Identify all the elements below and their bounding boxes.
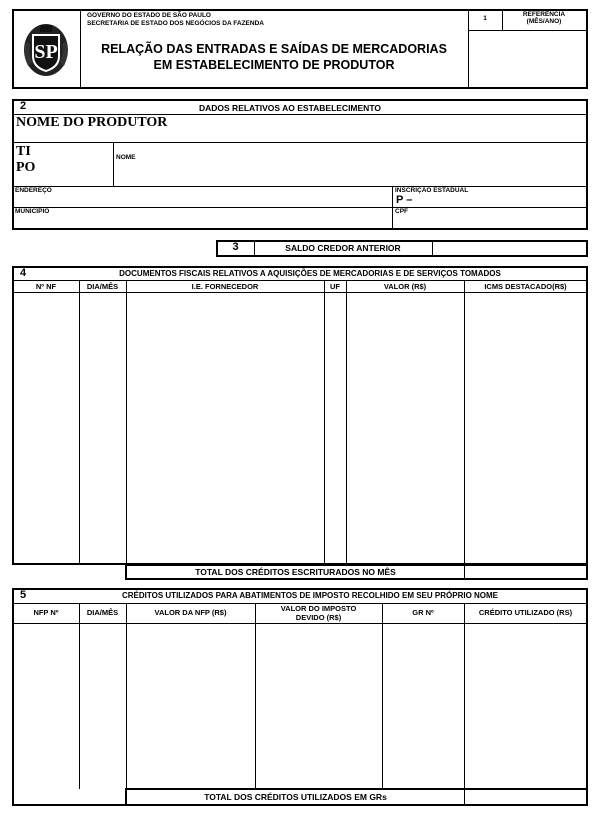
s5-col-header-gr: GR Nº	[412, 608, 434, 617]
section4-title: DOCUMENTOS FISCAIS RELATIVOS A AQUISIÇÕES DE MERCADORIAS E DE SERVIÇOS TOMADOS	[119, 269, 501, 278]
secretariat-name: SECRETARIA DE ESTADO DOS NEGÓCIOS DA FAZENDA	[87, 20, 264, 27]
s5-col-header-imposto-line1: VALOR DO IMPOSTO	[280, 604, 357, 613]
saldo-credor-anterior-field[interactable]	[434, 242, 586, 255]
s4-col-header-ie-fornecedor: I.E. FORNECEDOR	[191, 282, 259, 291]
section4-colhead-line	[13, 292, 587, 293]
endereco-label: ENDEREÇO	[15, 187, 52, 194]
tipo-label-line1: TI	[16, 144, 31, 159]
s4-col-header-uf: UF	[330, 282, 340, 291]
section4-number: 4	[20, 267, 27, 279]
tipo-label-line2: PO	[16, 160, 36, 175]
form-title-line2: EM ESTABELECIMENTO DE PRODUTOR	[153, 58, 395, 72]
nome-field[interactable]	[114, 163, 586, 185]
s4-table-body[interactable]	[13, 294, 587, 564]
s5-total-divider	[464, 789, 465, 805]
s5-col-header-valor-nfp: VALOR DA NFP (R$)	[154, 608, 227, 617]
s5-col-header-credito: CRÉDITO UTILIZADO (RS)	[478, 608, 573, 617]
section5-number: 5	[20, 589, 27, 601]
reference-month-year-field[interactable]	[470, 32, 586, 86]
s5-total-label: TOTAL DOS CRÉDITOS UTILIZADOS EM GRs	[204, 792, 387, 802]
producer-name-label: NOME DO PRODUTOR	[16, 115, 168, 130]
endereco-field[interactable]	[14, 195, 390, 207]
municipio-field[interactable]	[14, 216, 390, 228]
municipio-label: MUNICÍPIO	[15, 208, 50, 215]
s5-col-header-nfp: NFP Nº	[33, 608, 59, 617]
s5-col-header-imposto-line2: DEVIDO (R$)	[295, 613, 342, 622]
section3-value-divider	[432, 241, 433, 256]
nome-label: NOME	[116, 154, 136, 161]
s4-col-header-icms: ICMS DESTACADO(R$)	[484, 282, 567, 291]
cpf-label: CPF	[395, 208, 408, 215]
inscricao-estadual-label: INSCRIÇÃO ESTADUAL	[395, 187, 469, 194]
s4-col-header-dia-mes: DIA/MÊS	[86, 282, 119, 291]
section5-colhead-line	[13, 623, 587, 624]
cpf-field[interactable]	[394, 216, 586, 228]
government-name: GOVERNO DO ESTADO DE SÃO PAULO	[87, 12, 211, 19]
section3-title: SALDO CREDOR ANTERIOR	[285, 243, 401, 253]
s4-total-divider	[464, 565, 465, 579]
s4-total-label: TOTAL DOS CRÉDITOS ESCRITURADOS NO MÊS	[195, 567, 396, 577]
section3-number: 3	[232, 241, 239, 253]
section2-number: 2	[20, 100, 27, 112]
producer-name-line	[13, 142, 587, 143]
form-title-line1: RELAÇÃO DAS ENTRADAS E SAÍDAS DE MERCADORIAS	[101, 42, 447, 56]
sao-paulo-coat-of-arms-icon	[22, 22, 70, 78]
nome-line	[13, 186, 587, 187]
section4-header-line	[13, 280, 587, 281]
inscricao-estadual-value[interactable]: P –	[396, 194, 413, 206]
endereco-line	[13, 207, 587, 208]
s4-col-header-nf: Nº NF	[35, 282, 57, 291]
s5-table-body[interactable]	[13, 625, 587, 788]
svg-text:SP: SP	[34, 41, 58, 63]
s4-total-value-field[interactable]	[466, 566, 586, 578]
header-ref-underline	[468, 30, 586, 31]
reference-label-line2: (MÊS/ANO)	[526, 18, 562, 25]
box-number-1: 1	[483, 15, 487, 22]
reference-label-line1: REFERÊNCIA	[522, 11, 566, 18]
section5-title: CRÉDITOS UTILIZADOS PARA ABATIMENTOS DE IMPOSTO RECOLHIDO EM SEU PRÓPRIO NOME	[121, 591, 499, 600]
s5-col-header-dia-mes: DIA/MÊS	[86, 608, 119, 617]
s4-col-header-valor: VALOR (R$)	[383, 282, 427, 291]
s5-total-value-field[interactable]	[466, 790, 586, 804]
section2-title: DADOS RELATIVOS AO ESTABELECIMENTO	[199, 103, 381, 113]
